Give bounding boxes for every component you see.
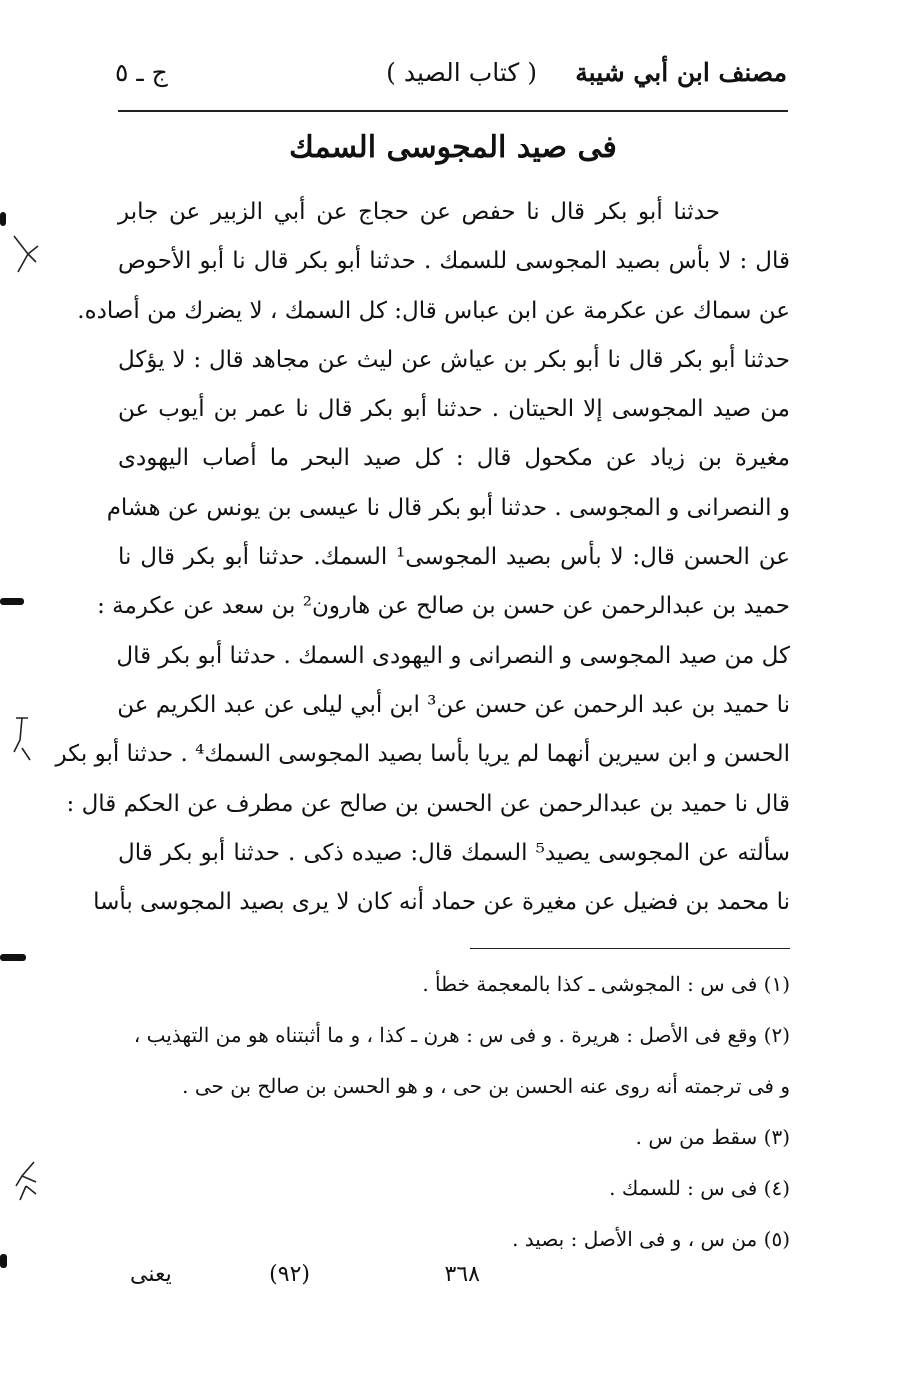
- printer-signature: يعنى: [130, 1262, 172, 1287]
- body-line: مغيرة بن زياد عن مكحول قال : كل صيد البحر ما أصاب اليهودى: [118, 445, 790, 472]
- body-line: و النصرانى و المجوسى . حدثنا أبو بكر قال نا عيسى بن يونس عن هشام: [106, 494, 790, 521]
- footnote: (٤) فى س : للسمك .: [609, 1176, 790, 1200]
- sheet-number: (٩٢): [269, 1262, 310, 1287]
- margin-mark: [0, 954, 26, 961]
- body-line: كل من صيد المجوسى و النصرانى و اليهودى السمك . حدثنا أبو بكر قال: [116, 642, 790, 669]
- header-rule: [118, 110, 788, 112]
- footnote: (٣) سقط من س .: [635, 1125, 790, 1149]
- body-line: حدثنا أبو بكر قال نا حفص عن حجاج عن أبي الزبير عن جابر: [118, 199, 720, 225]
- footnote: (١) فى س : المجوشى ـ كذا بالمعجمة خطأ .: [422, 972, 790, 996]
- running-header: [115, 58, 787, 98]
- chapter-title: فى صيد المجوسى السمك: [289, 130, 617, 165]
- body-line: عن سماك عن عكرمة عن ابن عباس قال: كل السمك ، لا يضرك من أصاده.: [77, 297, 790, 324]
- body-line: نا حميد بن عبد الرحمن عن حسن عن³ ابن أبي ليلى عن عبد الكريم عن: [117, 691, 790, 718]
- margin-tick-icon: [8, 232, 42, 278]
- footnotes: [118, 962, 790, 1268]
- footnote: (٥) من س ، و فى الأصل : بصيد .: [512, 1227, 790, 1251]
- volume-number: ج ـ ٥: [115, 58, 168, 87]
- footnote-continuation: و فى ترجمته أنه روى عنه الحسن بن حى ، و هو الحسن بن صالح بن حى .: [182, 1074, 790, 1098]
- body-line: نا محمد بن فضيل عن مغيرة عن حماد أنه كان لا يرى بصيد المجوسى بأسا: [93, 889, 790, 916]
- footnote-rule: [470, 948, 790, 949]
- footnote: (٢) وقع فى الأصل : هريرة . و فى س : هرن ـ كذا ، و ما أثبتناه هو من التهذيب ،: [133, 1023, 790, 1047]
- body-line: من صيد المجوسى إلا الحيتان . حدثنا أبو بكر قال نا عمر بن أيوب عن: [118, 396, 790, 423]
- book-title: مصنف ابن أبي شيبة: [575, 58, 787, 87]
- page-footer: [130, 1262, 690, 1302]
- body-line: الحسن و ابن سيرين أنهما لم يريا بأسا بصيد المجوسى السمك⁴ . حدثنا أبو بكر: [55, 741, 790, 768]
- margin-mark: [0, 1254, 7, 1268]
- margin-mark: [0, 598, 24, 605]
- body-line: عن الحسن قال: لا بأس بصيد المجوسى¹ السمك. حدثنا أبو بكر قال نا: [118, 544, 790, 571]
- margin-mark: [0, 212, 6, 226]
- body-text: [55, 188, 790, 927]
- body-line: حميد بن عبدالرحمن عن حسن بن صالح عن هارون² بن سعد عن عكرمة :: [97, 593, 790, 620]
- body-line: قال نا حميد بن عبدالرحمن عن الحسن بن صالح عن مطرف عن الحكم قال :: [66, 790, 790, 817]
- body-line: حدثنا أبو بكر قال نا أبو بكر بن عياش عن ليث عن مجاهد قال : لا يؤكل: [118, 346, 790, 373]
- body-line: سألته عن المجوسى يصيد⁵ السمك قال: صيده ذكى . حدثنا أبو بكر قال: [118, 839, 790, 866]
- section-title: ( كتاب الصيد ): [386, 58, 537, 87]
- body-line: قال : لا بأس بصيد المجوسى للسمك . حدثنا أبو بكر قال نا أبو الأحوص: [118, 248, 790, 275]
- margin-tick-icon: [8, 1156, 42, 1204]
- page-number: ٣٦٨: [444, 1262, 480, 1287]
- margin-tick-icon: [6, 712, 40, 768]
